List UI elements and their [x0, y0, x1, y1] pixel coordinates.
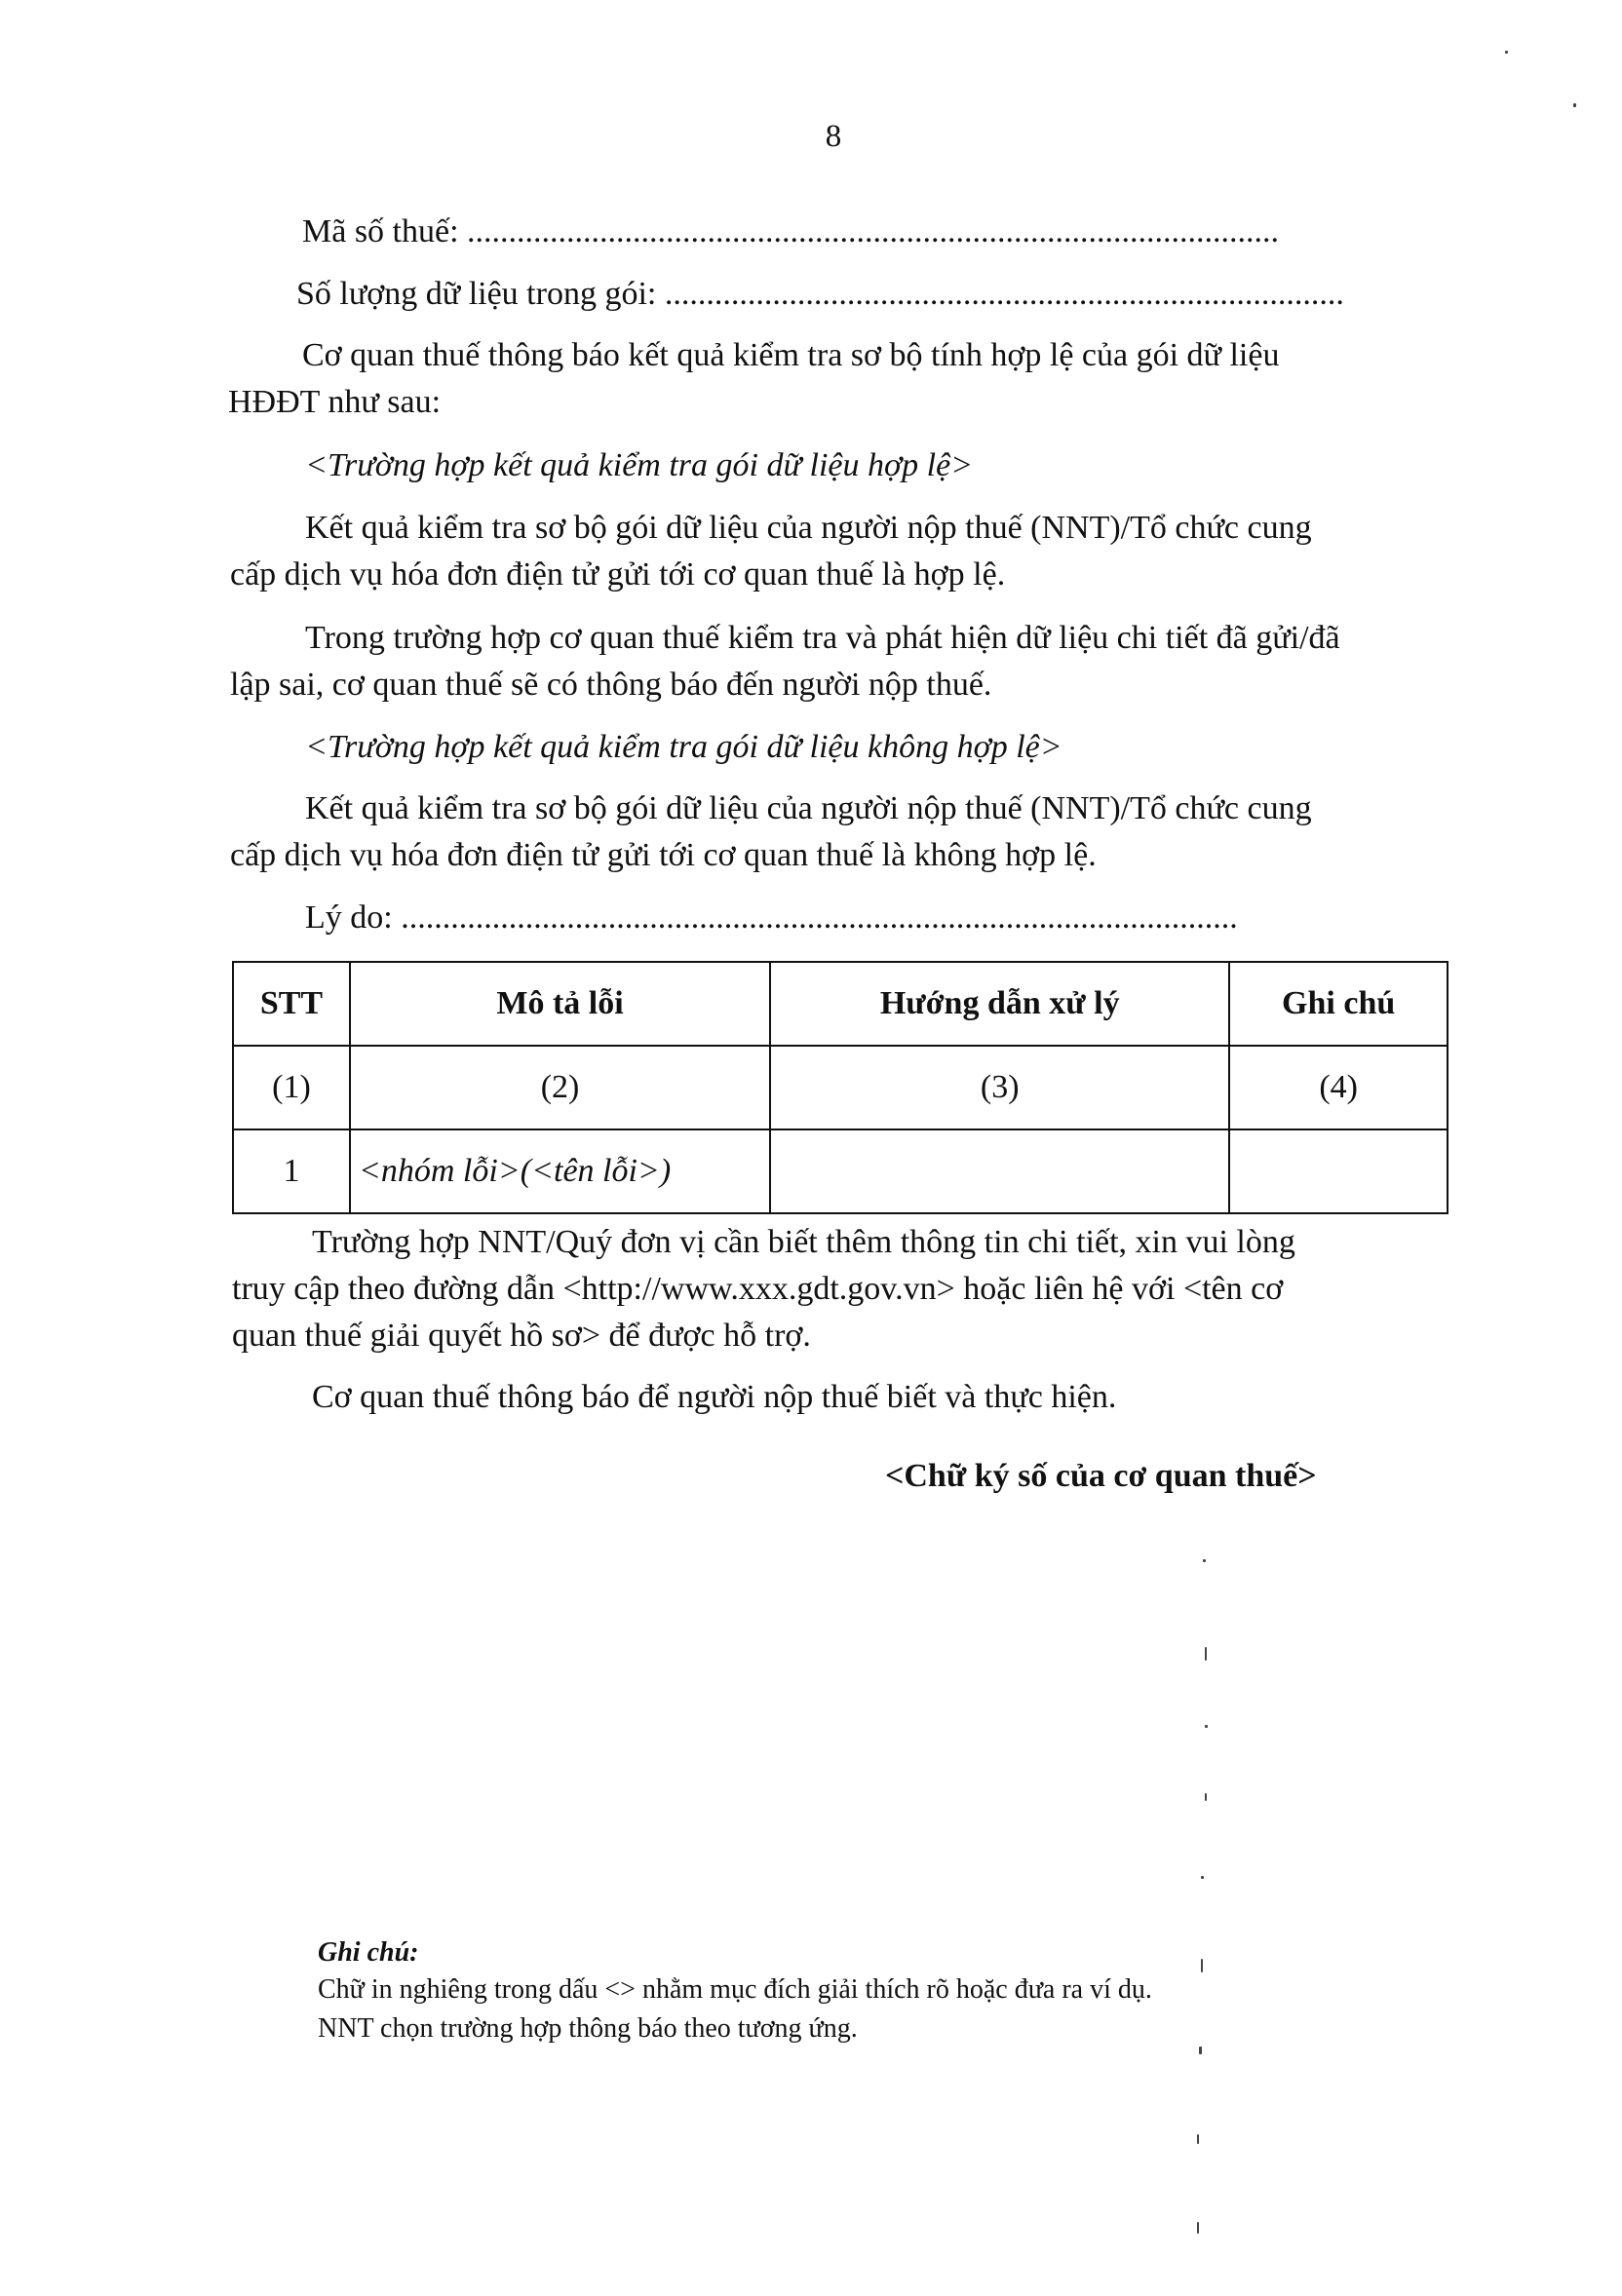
- tax-code-dots: ..................................................................................................: [467, 213, 1280, 249]
- tax-code-label: Mã số thuế:: [302, 213, 459, 249]
- quantity-dots: ..................................................................................: [664, 276, 1344, 312]
- scan-speck: [1203, 1559, 1206, 1562]
- scan-speck: [1201, 1876, 1204, 1879]
- scan-speck: [1205, 1793, 1207, 1801]
- notes-line-2: NNT chọn trường hợp thông báo theo tương ứng.: [318, 2013, 858, 2044]
- valid-case-p2-line2: lập sai, cơ quan thuế sẽ có thông báo đến người nộp thuế.: [230, 667, 992, 703]
- header-stt: STT: [233, 962, 350, 1046]
- intro-line-1: Cơ quan thuế thông báo kết quả kiểm tra sơ bộ tính hợp lệ của gói dữ liệu: [302, 337, 1280, 373]
- invalid-case-p1-line2: cấp dịch vụ hóa đơn điện tử gửi tới cơ quan thuế là không hợp lệ.: [230, 837, 1097, 873]
- index-cell-3: (3): [770, 1046, 1229, 1129]
- row-note: [1229, 1129, 1448, 1213]
- closing-text: Cơ quan thuế thông báo để người nộp thuế biết và thực hiện.: [312, 1379, 1117, 1415]
- scan-speck: [1201, 1959, 1203, 1972]
- scan-speck: [1505, 51, 1508, 54]
- quantity-field: [296, 275, 1344, 314]
- contact-line-3: quan thuế giải quyết hồ sơ> để được hỗ trợ.: [232, 1318, 811, 1354]
- header-error-description: Mô tả lỗi: [350, 962, 770, 1046]
- valid-case-p2-line1: Trong trường hợp cơ quan thuế kiểm tra và phát hiện dữ liệu chi tiết đã gửi/đã: [305, 620, 1340, 656]
- index-cell-1: (1): [233, 1046, 350, 1129]
- scan-speck: [1573, 103, 1576, 107]
- row-handling-guide: [770, 1129, 1229, 1213]
- header-handling-guide: Hướng dẫn xử lý: [770, 962, 1229, 1046]
- index-cell-2: (2): [350, 1046, 770, 1129]
- row-error-description: <nhóm lỗi>(<tên lỗi>): [350, 1129, 770, 1213]
- reason-label: Lý do:: [305, 899, 393, 936]
- table-header-row: [233, 962, 1448, 1046]
- valid-case-p1-line1: Kết quả kiểm tra sơ bộ gói dữ liệu của người nộp thuế (NNT)/Tổ chức cung: [305, 510, 1312, 546]
- contact-line-1: Trường hợp NNT/Quý đơn vị cần biết thêm thông tin chi tiết, xin vui lòng: [312, 1224, 1295, 1260]
- signature-placeholder: <Chữ ký số của cơ quan thuế>: [885, 1458, 1317, 1494]
- error-table: [232, 961, 1448, 1214]
- valid-case-p1-line2: cấp dịch vụ hóa đơn điện tử gửi tới cơ quan thuế là hợp lệ.: [230, 556, 1006, 593]
- contact-line-2: truy cập theo đường dẫn <http://www.xxx.gdt.gov.vn> hoặc liên hệ với <tên cơ: [232, 1271, 1284, 1307]
- header-note: Ghi chú: [1229, 962, 1448, 1046]
- quantity-label: Số lượng dữ liệu trong gói:: [296, 276, 657, 312]
- invalid-case-p1-line1: Kết quả kiểm tra sơ bộ gói dữ liệu của người nộp thuế (NNT)/Tổ chức cung: [305, 790, 1312, 826]
- page-number: 8: [825, 119, 842, 154]
- scan-speck: [1205, 1725, 1208, 1728]
- row-stt: 1: [233, 1129, 350, 1213]
- notes-line-1: Chữ in nghiêng trong dấu <> nhằm mục đích giải thích rõ hoặc đưa ra ví dụ.: [318, 1974, 1152, 2005]
- scan-speck: [1205, 1647, 1207, 1661]
- valid-case-heading: <Trường hợp kết quả kiểm tra gói dữ liệu hợp lệ>: [305, 447, 974, 483]
- tax-code-field: [302, 212, 1279, 251]
- reason-dots: .....................................................................................................: [401, 899, 1238, 936]
- reason-field: [305, 899, 1238, 938]
- invalid-case-heading: <Trường hợp kết quả kiểm tra gói dữ liệu không hợp lệ>: [305, 729, 1062, 765]
- notes-title: Ghi chú:: [318, 1937, 419, 1968]
- scan-speck: [1197, 2134, 1199, 2144]
- scan-speck: [1197, 2222, 1199, 2234]
- index-cell-4: (4): [1229, 1046, 1448, 1129]
- scan-speck: [1199, 2047, 1202, 2054]
- table-row: [233, 1129, 1448, 1213]
- table-index-row: [233, 1046, 1448, 1129]
- intro-line-2: HĐĐT như sau:: [228, 384, 442, 420]
